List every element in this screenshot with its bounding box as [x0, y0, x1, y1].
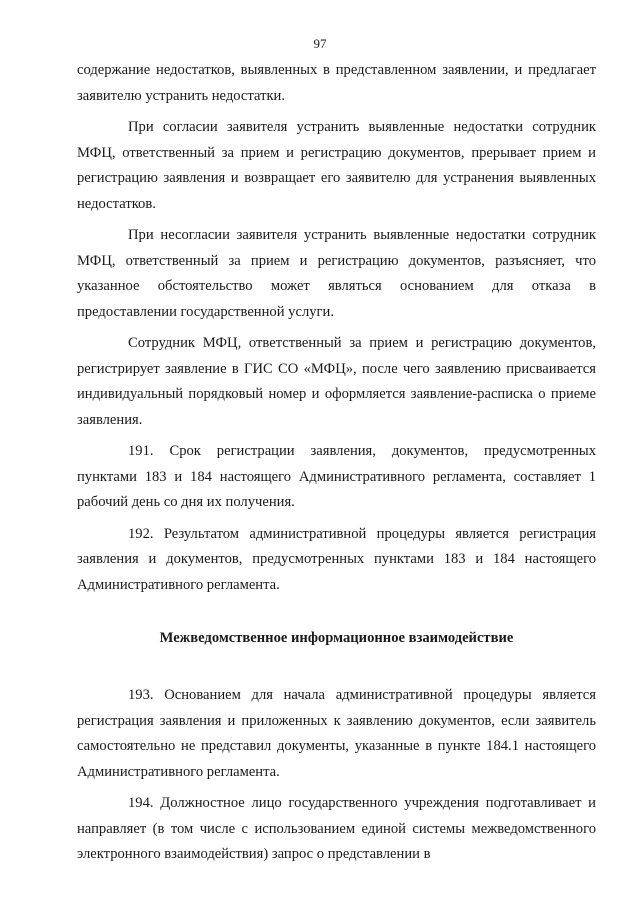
paragraph-continuation: содержание недостатков, выявленных в представленном заявлении, и предлагает заявителю устранить недостатки. [77, 62, 596, 104]
paragraph-193: 193. Основанием для начала административной процедуры является регистрация заявления и приложенных к заявлению документов, если заявитель самостоятельно не представил документы, указанные в пункте 184.1 настоящего Административного регламента. [77, 687, 596, 780]
paragraph-agreement: При согласии заявителя устранить выявленные недостатки сотрудник МФЦ, ответственный за прием и регистрацию документов, прерывает прием и регистрацию заявления и возвращает его заявителю для устранения выявленных недостатков. [77, 119, 596, 212]
paragraph-194: 194. Должностное лицо государственного учреждения подготавливает и направляет (в том числе с использованием единой системы межведомственного электронного взаимодействия) запрос о представлении в [77, 795, 596, 862]
paragraph-191: 191. Срок регистрации заявления, документов, предусмотренных пунктами 183 и 184 настоящего Административного регламента, составляет 1 рабочий день со дня их получения. [77, 443, 596, 510]
paragraph-192: 192. Результатом административной процедуры является регистрация заявления и документов, предусмотренных пунктами 183 и 184 настоящего Административного регламента. [77, 525, 596, 593]
page-number: 97 [313, 36, 327, 51]
paragraph-disagreement: При несогласии заявителя устранить выявленные недостатки сотрудник МФЦ, ответственный за прием и регистрацию документов, разъясняет, что указанное обстоятельство может являться основанием для отказа в предоставлении государственной услуги. [77, 227, 596, 320]
section-heading: Межведомственное информационное взаимодействие [159, 630, 514, 646]
page-content [77, 58, 596, 874]
paragraph-registration: Сотрудник МФЦ, ответственный за прием и регистрацию документов, регистрирует заявление в ГИС СО «МФЦ», после чего заявлению присваивается индивидуальный порядковый номер и оформляется заявление-расписка о приеме заявления. [77, 335, 596, 428]
